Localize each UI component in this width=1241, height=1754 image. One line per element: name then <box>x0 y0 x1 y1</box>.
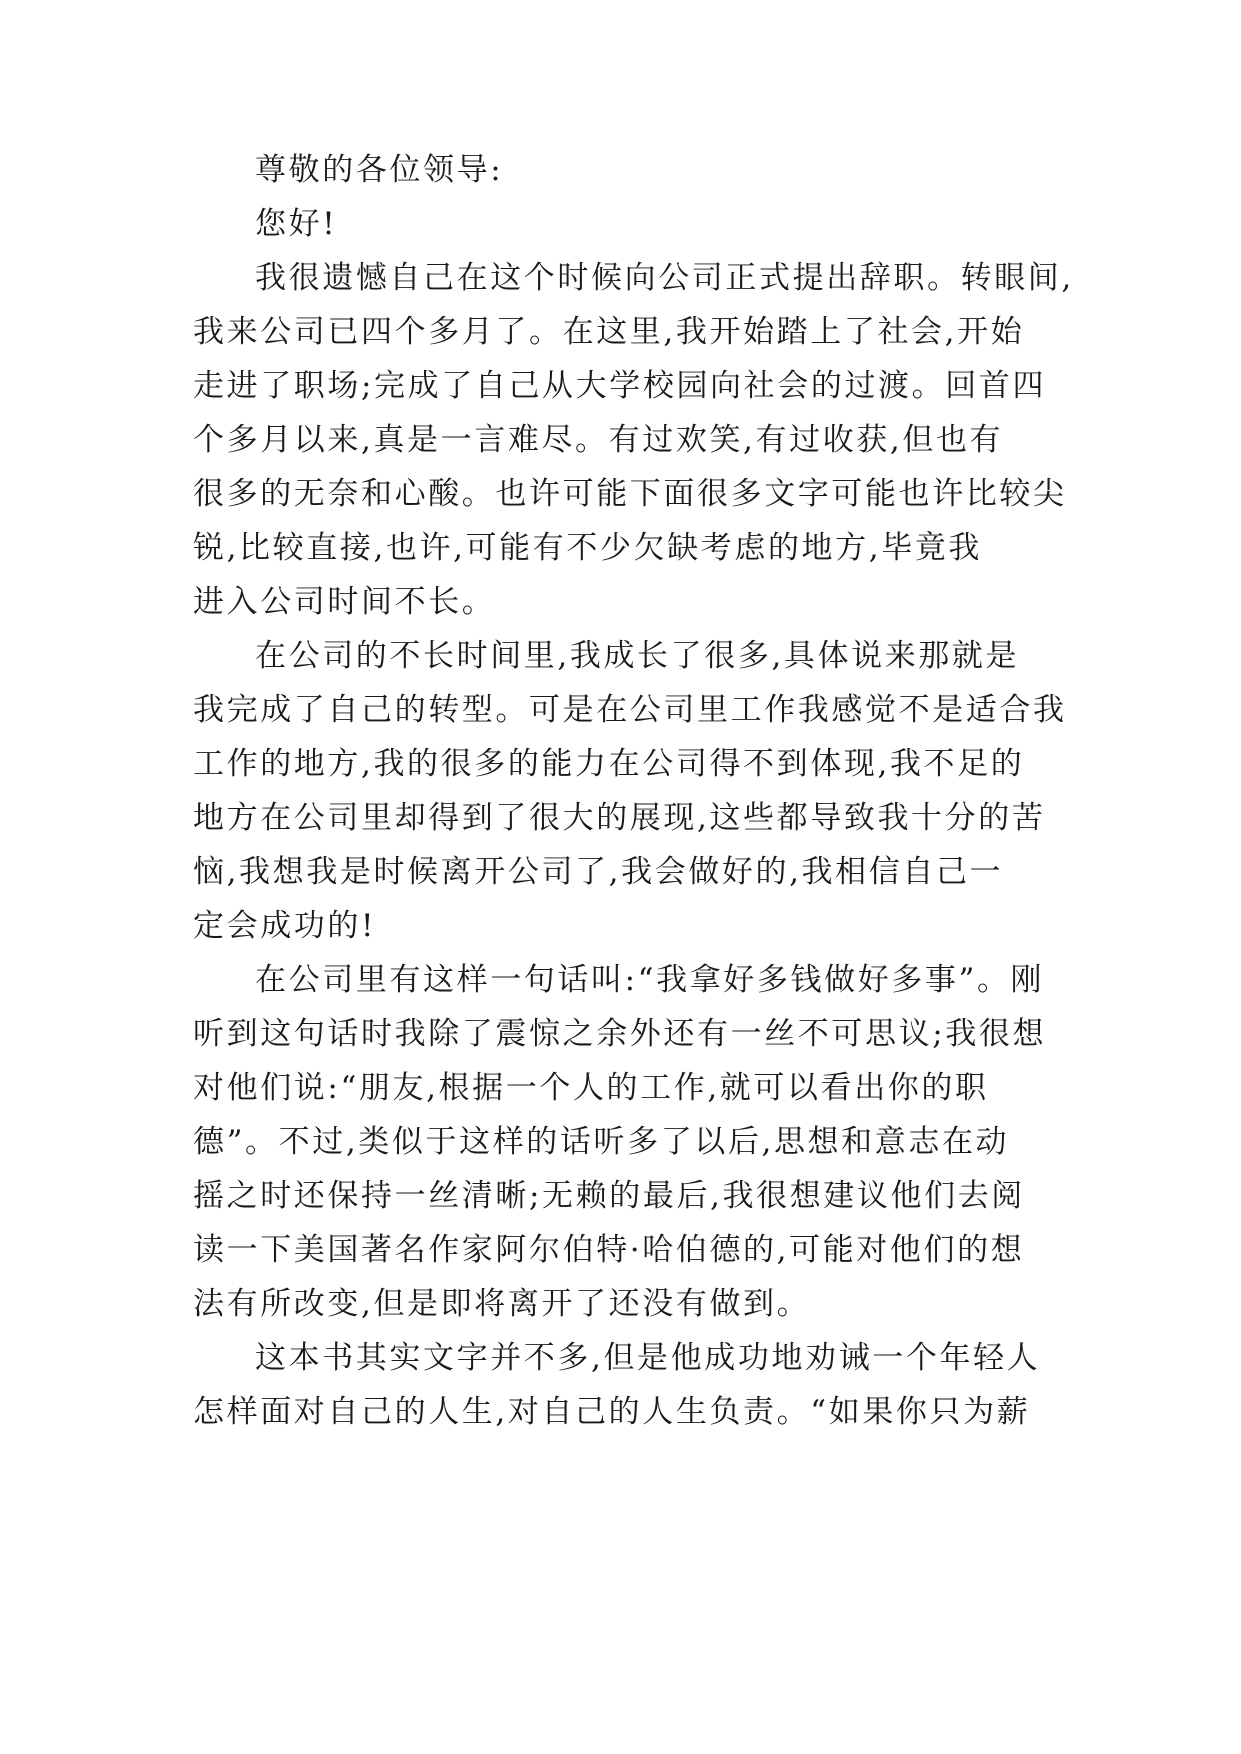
paragraph-line: 我来公司已四个多月了。在这里,我开始踏上了社会,开始 <box>193 314 1025 350</box>
paragraph-line: 我很遗憾自己在这个时候向公司正式提出辞职。转眼间, <box>255 260 1074 296</box>
paragraph-line: 对他们说:“朋友,根据一个人的工作,就可以看出你的职 <box>193 1070 989 1106</box>
paragraph-line: 恼,我想我是时候离开公司了,我会做好的,我相信自己一 <box>193 854 1004 890</box>
paragraph-line: 法有所改变,但是即将离开了还没有做到。 <box>193 1286 811 1322</box>
paragraph-line: 在公司的不长时间里,我成长了很多,具体说来那就是 <box>255 638 1020 674</box>
paragraph-line: 个多月以来,真是一言难尽。有过欢笑,有过收获,但也有 <box>193 422 1004 458</box>
paragraph-line: 很多的无奈和心酸。也许可能下面很多文字可能也许比较尖 <box>193 476 1067 512</box>
paragraph-line: 工作的地方,我的很多的能力在公司得不到体现,我不足的 <box>193 746 1025 782</box>
paragraph-line: 进入公司时间不长。 <box>193 584 496 620</box>
paragraph-line: 读一下美国著名作家阿尔伯特·哈伯德的,可能对他们的想 <box>193 1232 1025 1268</box>
paragraph-line: 走进了职场;完成了自己从大学校园向社会的过渡。回首四 <box>193 368 1047 404</box>
paragraph-line: 地方在公司里却得到了很大的展现,这些都导致我十分的苦 <box>193 800 1046 836</box>
paragraph-line: 这本书其实文字并不多,但是他成功地劝诫一个年轻人 <box>255 1340 1041 1376</box>
paragraph-line: 德”。不过,类似于这样的话听多了以后,思想和意志在动 <box>193 1124 1010 1160</box>
paragraph-line: 怎样面对自己的人生,对自己的人生负责。“如果你只为薪 <box>193 1394 1031 1430</box>
paragraph-line: 锐,比较直接,也许,可能有不少欠缺考虑的地方,毕竟我 <box>193 530 983 566</box>
paragraph-line: 在公司里有这样一句话叫:“我拿好多钱做好多事”。刚 <box>255 962 1045 998</box>
paragraph-line: 定会成功的! <box>193 908 377 944</box>
paragraph-line: 摇之时还保持一丝清晰;无赖的最后,我很想建议他们去阅 <box>193 1178 1025 1214</box>
paragraph-line: 听到这句话时我除了震惊之余外还有一丝不可思议;我很想 <box>193 1016 1047 1052</box>
paragraph-line: 我完成了自己的转型。可是在公司里工作我感觉不是适合我 <box>193 692 1067 728</box>
greeting: 您好! <box>255 206 338 242</box>
salutation: 尊敬的各位领导: <box>255 152 504 188</box>
